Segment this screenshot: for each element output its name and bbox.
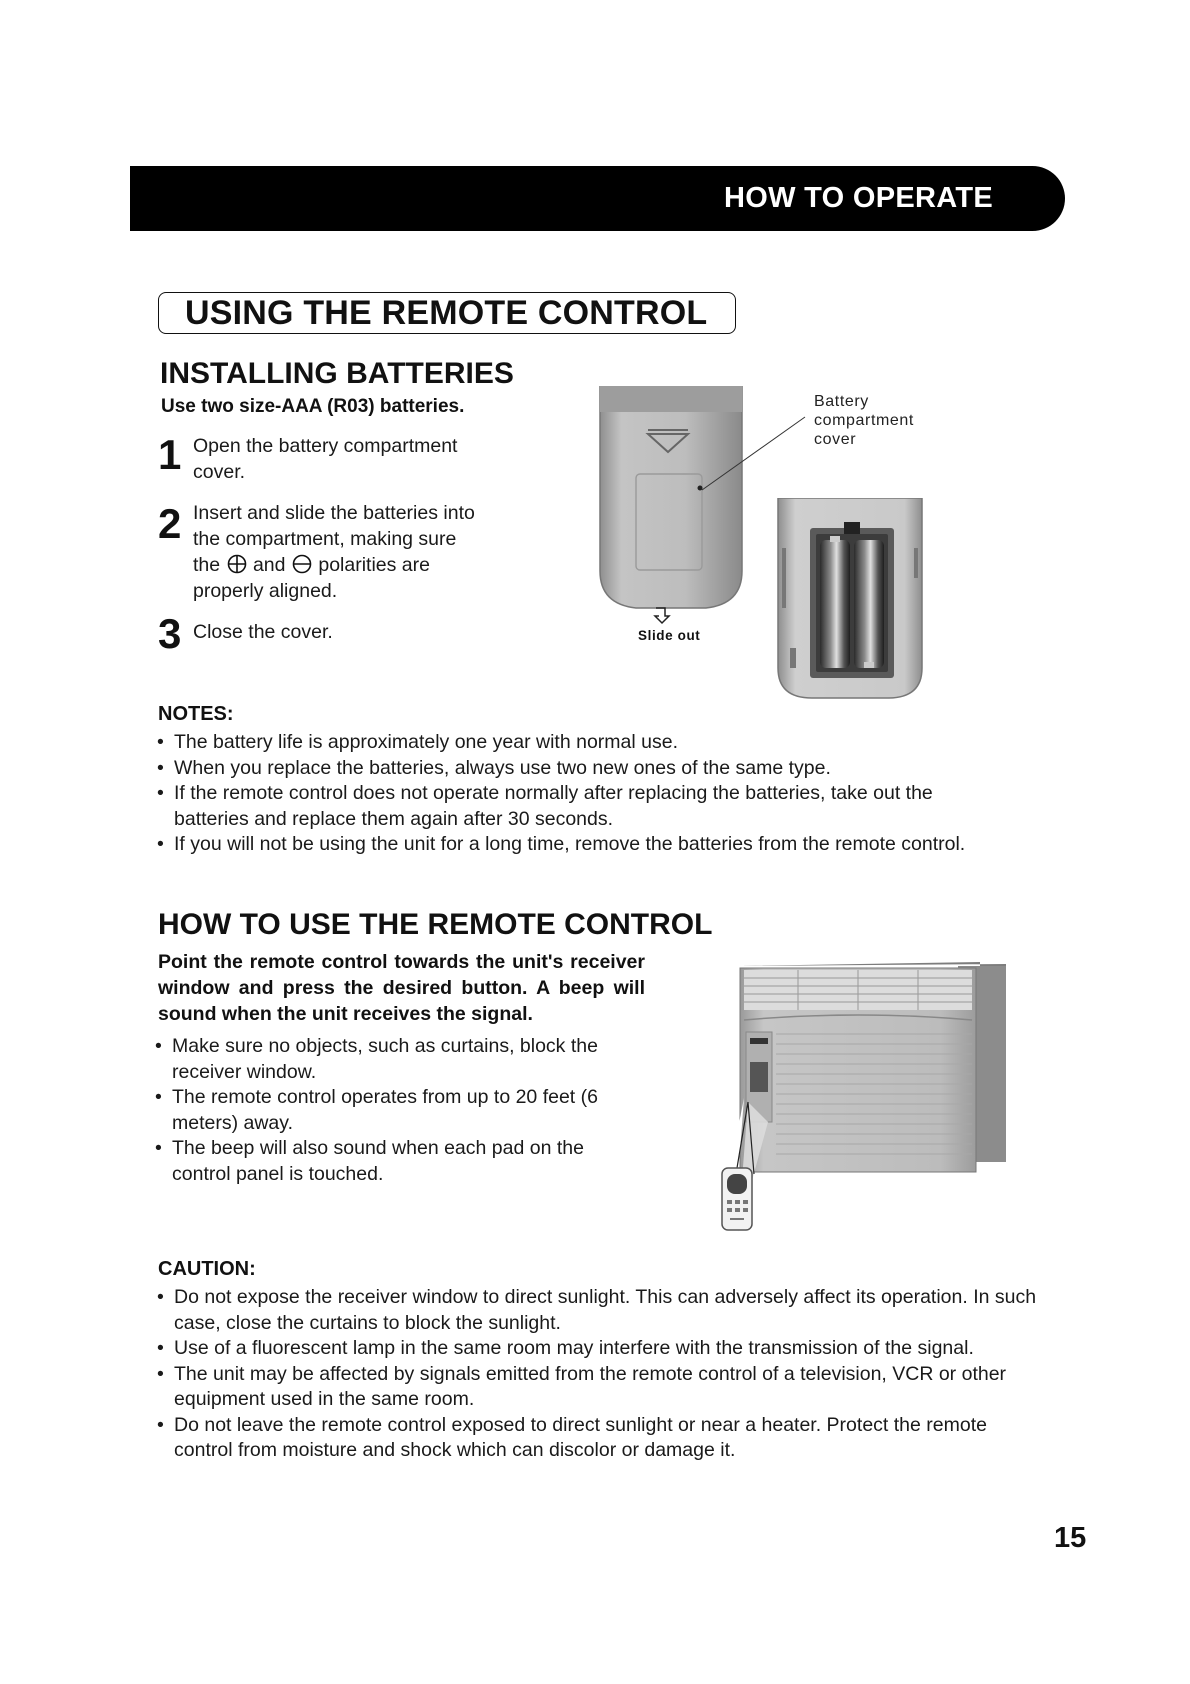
step-2-number: 2 [158,500,182,547]
step-2-line-3 [193,552,475,578]
how-to-use-item: • Make sure no objects, such as curtains, block the receiver window. [155,1034,645,1085]
notes-list [157,730,997,858]
step-3-number: 3 [158,610,182,657]
how-to-use-heading: HOW TO USE THE REMOTE CONTROL [158,908,713,941]
battery-cover-callout [814,392,914,449]
section-title: USING THE REMOTE CONTROL [185,294,708,332]
battery-size-subheading: Use two size-AAA (R03) batteries. [161,396,465,417]
how-to-use-intro: Point the remote control towards the unit's receiver window and press the desired button. A beep will sound when the unit receives the signal. [158,951,645,1025]
step-2-line-1: Insert and slide the batteries into [193,502,475,524]
caution-list [157,1285,1045,1464]
slide-out-arrow-icon [652,606,672,626]
step-2-line-2: the compartment, making sure [193,528,457,550]
header-bar [130,166,1065,231]
minus-polarity-icon [291,554,313,574]
caution-item: • The unit may be affected by signals emitted from the remote control of a television, VCR or other equipment used in the same room. [157,1362,1045,1413]
callout-line-3: cover [814,431,857,448]
step-1-text [193,433,457,485]
step-2-line-3-mid: and [252,554,286,576]
slide-out-label: Slide out [638,628,701,643]
section-title-box [158,292,736,334]
caution-label: CAUTION: [158,1258,256,1280]
step-2-line-4: properly aligned. [193,580,338,602]
callout-line-1: Battery [814,393,869,410]
note-item: • If you will not be using the unit for a long time, remove the batteries from the remote control. [157,832,997,858]
caution-item: • Do not leave the remote control exposed to direct sunlight or near a heater. Protect the remote control from moisture and shock which can discolor or damage it. [157,1413,1045,1464]
step-1-line-1: Open the battery compartment [193,435,458,457]
step-2-line-3-pre: the [193,554,221,576]
air-conditioner-illustration [718,962,1008,1232]
note-item: • If the remote control does not operate normally after replacing the batteries, take out the batteries and replace them again after 30 seconds. [157,781,997,832]
step-2-text [193,500,475,604]
step-1-line-2: cover. [193,461,246,483]
plus-polarity-icon [226,554,248,574]
step-3-line-1: Close the cover. [193,621,333,643]
installing-batteries-heading: INSTALLING BATTERIES [160,357,514,390]
how-to-use-item: • The remote control operates from up to 20 feet (6 meters) away. [155,1085,645,1136]
step-2-line-3-post: polarities are [318,554,430,576]
caution-item: • Do not expose the receiver window to direct sunlight. This can adversely affect its operation. In such case, close the curtains to block the sunlight. [157,1285,1045,1336]
how-to-use-item: • The beep will also sound when each pad on the control panel is touched. [155,1136,645,1187]
page-number: 15 [1054,1522,1087,1554]
open-battery-compartment-illustration [776,498,924,700]
header-title: HOW TO OPERATE [724,182,993,214]
callout-line-2: compartment [814,412,914,429]
callout-leader-line [700,415,810,495]
caution-item: • Use of a fluorescent lamp in the same room may interfere with the transmission of the signal. [157,1336,1045,1362]
step-3-text [193,619,333,645]
how-to-use-list [155,1034,645,1187]
note-item: • When you replace the batteries, always use two new ones of the same type. [157,756,997,782]
step-1-number: 1 [158,431,182,478]
notes-label: NOTES: [158,703,234,725]
note-item: • The battery life is approximately one year with normal use. [157,730,997,756]
